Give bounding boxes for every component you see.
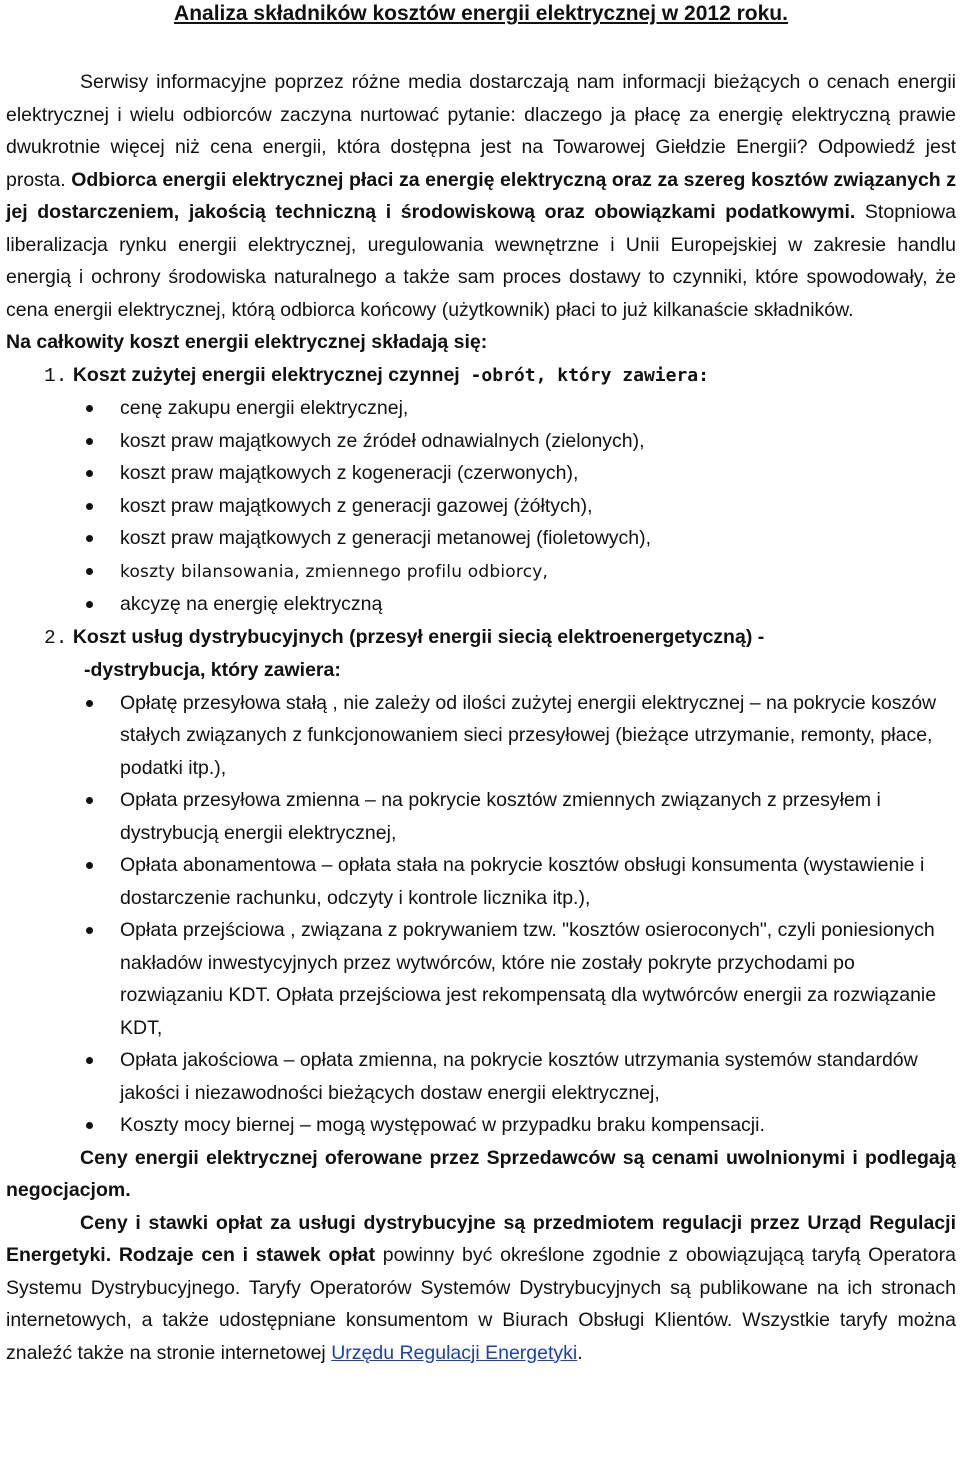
- bullet-icon: [86, 405, 93, 412]
- list-item-text: Opłata przesyłowa zmienna – na pokrycie kosztów zmiennych związanych z przesyłem i dystrybucją energii elektrycznej,: [120, 789, 881, 844]
- list-item-text: akcyzę na energię elektryczną: [120, 593, 383, 615]
- intro-paragraph: [6, 66, 956, 326]
- list-item: [6, 392, 956, 425]
- list-item: [6, 555, 956, 589]
- bullet-icon: [86, 1122, 93, 1129]
- list-item-text: koszt praw majątkowych ze źródeł odnawialnych (zielonych),: [120, 429, 645, 452]
- list-item-text: koszt praw majątkowych z kogeneracji (czerwonych),: [120, 462, 579, 484]
- prices-paragraph: Ceny energii elektrycznej oferowane przez Sprzedawców są cenami uwolnionymi i podlegają negocjacjom.: [6, 1146, 956, 1201]
- section1-heading: [6, 359, 956, 393]
- list-item-text: Opłata przejściowa , związana z pokrywaniem tzw. "kosztów osieroconych", czyli poniesionych nakładów inwestycyjnych przez wytwórców, które nie zostały pokryte przychodami po rozwiązaniu KDT. Opłata przejściowa jest rekompensatą dla wytwórców energii za rozwiązanie KDT,: [120, 919, 937, 1039]
- list-item: [6, 588, 956, 621]
- bullet-icon: [86, 568, 93, 575]
- section2-label: Koszt usług dystrybucyjnych (przesył energii siecią elektroenergetyczną): [72, 625, 753, 648]
- list-item-text: koszty bilansowania, zmiennego profilu odbiorcy,: [120, 561, 549, 582]
- section2-number: 2.: [44, 626, 68, 649]
- list-item: [6, 914, 956, 1044]
- list-item: [6, 522, 956, 555]
- bullet-icon: [86, 797, 93, 804]
- list-item: [6, 784, 956, 849]
- list-item-text: cenę zakupu energii elektrycznej,: [120, 397, 409, 419]
- cost-heading: Na całkowity koszt energii elektrycznej składają się:: [6, 331, 488, 353]
- list-item: [6, 687, 956, 785]
- section1-label-rest: -obrót, który zawiera:: [459, 364, 709, 386]
- list-item-text: Koszty mocy biernej – mogą występować w przypadku braku kompensacji.: [120, 1114, 765, 1136]
- tariffs-bold-text: Ceny i stawki opłat za usługi dystrybucyjne są przedmiotem regulacji przez Urząd Regulacji Energetyki. Rodzaje cen i stawek opłat: [6, 1211, 956, 1266]
- list-item: [6, 849, 956, 914]
- list-item: [6, 1044, 956, 1109]
- list-item-text: Opłatę przesyłowa stałą , nie zależy od ilości zużytej energii elektrycznej – na pokrycie koszów stałych związanych z funkcjonowaniem sieci przesyłowej (bieżące utrzymanie, remonty, płace, podatki itp.),: [120, 691, 937, 779]
- tariffs-text: powinny być określone zgodnie z obowiązującą taryfą Operatora Systemu Dystrybucyjnego. Taryfy Operatorów Systemów Dystrybucyjnych są publikowane na ich stronach internetowych, a także udostępniane konsumentom w Biurach Obsługi Klientów. Wszystkie taryfy można znaleźć także na stronie internetowej: [6, 1244, 956, 1364]
- bullet-icon: [86, 1057, 93, 1064]
- intro-text-continued: Stopniowa liberalizacja rynku energii elektrycznej, uregulowania wewnętrzne i Unii Europejskiej w zakresie handlu energią i ochrony środowiska naturalnego a także sam proces dostawy to czynniki, które spowodowały, że cena energii elektrycznej, którą odbiorca końcowy (użytkownik) płaci to już kilkanaście składników.: [6, 201, 956, 321]
- tariffs-paragraph: [6, 1207, 956, 1370]
- page-title: Analiza składników kosztów energii elektrycznej w 2012 roku.: [174, 2, 788, 25]
- list-item-text: koszt praw majątkowych z generacji gazowej (żółtych),: [120, 494, 593, 517]
- tariffs-end: .: [577, 1341, 583, 1364]
- list-item: [6, 490, 956, 523]
- bullet-icon: [86, 438, 93, 445]
- ure-link[interactable]: Urzędu Regulacji Energetyki: [331, 1341, 578, 1364]
- bullet-icon: [86, 700, 93, 707]
- list-item: [6, 425, 956, 458]
- list-item: [6, 457, 956, 490]
- bullet-icon: [86, 862, 93, 869]
- bullet-icon: [86, 535, 93, 542]
- section1-number: 1.: [44, 364, 68, 387]
- bullet-icon: [86, 601, 93, 608]
- section2-list: [6, 687, 956, 1142]
- section1-label: Koszt zużytej energii elektrycznej czynnej: [72, 363, 460, 386]
- section2-heading: [6, 621, 956, 687]
- list-item-text: koszt praw majątkowych z generacji metanowej (fioletowych),: [120, 527, 652, 549]
- section2-label-dash: -: [752, 625, 765, 648]
- list-item-text: Opłata abonamentowa – opłata stała na pokrycie kosztów obsługi konsumenta (wystawienie i dostarczenie rachunku, odczyty i kontrole licznika itp.),: [120, 854, 925, 909]
- list-item-text: Opłata jakościowa – opłata zmienna, na pokrycie kosztów utrzymania systemów standardów jakości i niezawodności bieżących dostaw energii elektrycznej,: [120, 1049, 918, 1104]
- section1-list: [6, 392, 956, 621]
- bullet-icon: [86, 470, 93, 477]
- intro-bold-text: Odbiorca energii elektrycznej płaci za energię elektryczną oraz za szereg kosztów związanych z jej dostarczeniem, jakością techniczną i środowiskową oraz obowiązkami podatkowymi.: [6, 168, 957, 223]
- bullet-icon: [86, 927, 93, 934]
- list-item: [6, 1109, 956, 1142]
- section2-label-line2: -dystrybucja, który zawiera:: [84, 659, 341, 681]
- intro-text: Serwisy informacyjne poprzez różne media dostarczają nam informacji bieżących o cenach energii elektrycznej i wielu odbiorców zaczyna nurtować pytanie: dlaczego ja płacę za energię elektryczną prawie dwukrotnie więcej niż cena energii, która dostępna jest na Towarowej Giełdzie Energii? Odpowiedź jest prosta.: [6, 71, 956, 191]
- bullet-icon: [86, 503, 93, 510]
